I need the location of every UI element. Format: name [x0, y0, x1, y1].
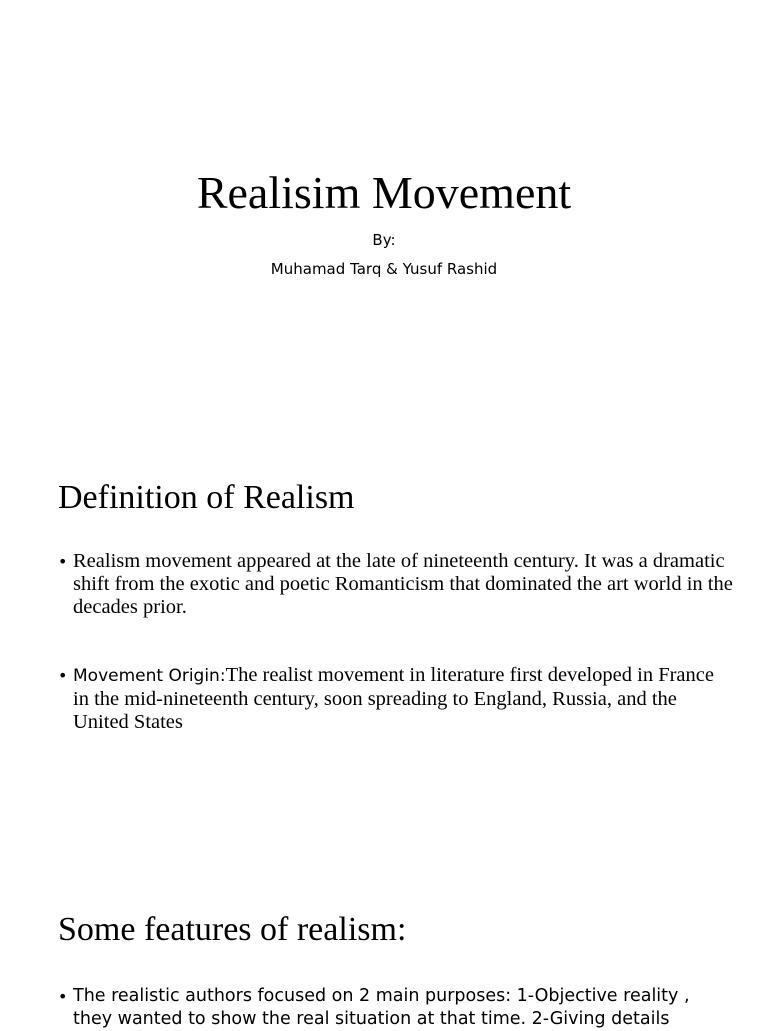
slide-heading: Some features of realism:	[58, 911, 407, 948]
by-label: By:	[372, 231, 396, 249]
bullet-item	[58, 550, 733, 619]
definition-slide	[0, 432, 768, 864]
bullet-icon: •	[58, 666, 68, 685]
bullet-text: The realistic authors focused on 2 main purposes: 1-Objective reality , they wanted to show the real situation at that time. 2-Giving details	[73, 986, 690, 1029]
bullet-icon: •	[58, 552, 68, 571]
features-slide	[0, 864, 768, 1029]
title-slide	[0, 0, 768, 432]
authors: Muhamad Tarq & Yusuf Rashid	[270, 260, 498, 278]
bullet-label: Movement Origin:	[73, 666, 226, 686]
bullet-item	[58, 664, 733, 734]
slide-heading: Definition of Realism	[58, 479, 355, 516]
presentation-title: Realisim Movement	[196, 167, 572, 218]
bullet-item	[58, 985, 733, 1031]
bullet-text: Realism movement appeared at the late of nineteenth century. It was a dramatic shift from the exotic and poetic Romanticism that dominated the art world in the decades prior.	[73, 550, 733, 618]
bullet-text: The realist movement in literature first developed in France in the mid-nineteenth century, soon spreading to England, Russia, and the United States	[73, 664, 714, 733]
bullet-icon: •	[58, 987, 68, 1006]
